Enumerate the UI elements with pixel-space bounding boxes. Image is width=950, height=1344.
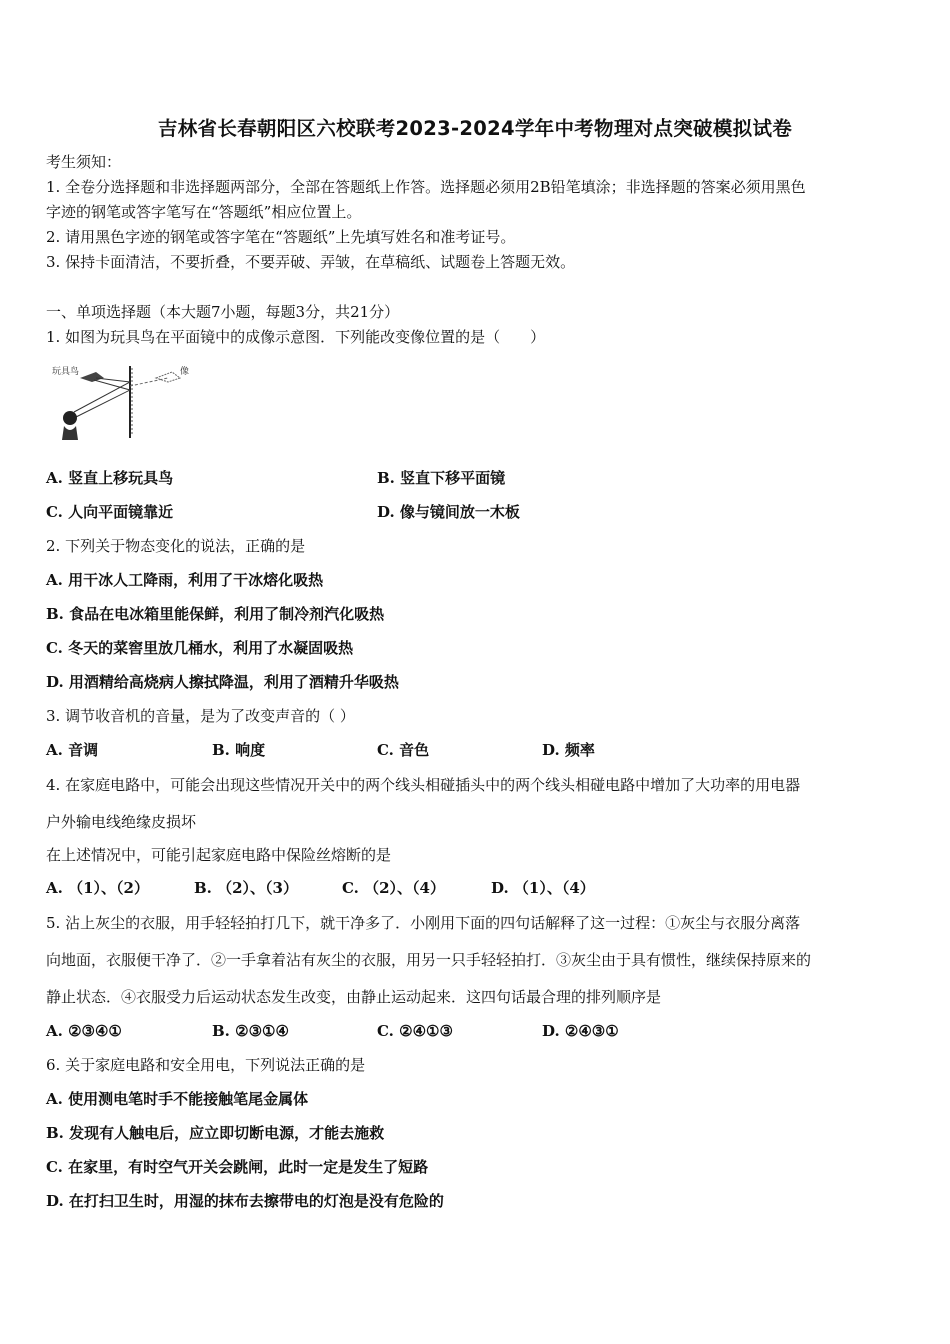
question-6-option-d: D. 在打扫卫生时，用湿的抹布去擦带电的灯泡是没有危险的: [46, 1192, 444, 1210]
question-1-option-b: B. 竖直下移平面镜: [377, 469, 506, 487]
light-ray-2: [74, 390, 130, 418]
question-5-option-c: C. ②④①③: [377, 1022, 453, 1040]
virtual-ray: [130, 378, 168, 386]
question-1-stem: 1. 如图为玩具鸟在平面镜中的成像示意图．下列能改变像位置的是（ ）: [46, 328, 546, 346]
question-1-option-c: C. 人向平面镜靠近: [46, 503, 174, 521]
exam-title: 吉林省长春朝阳区六校联考2023-2024学年中考物理对点突破模拟试卷: [157, 117, 793, 140]
light-ray-3: [96, 378, 130, 382]
question-3-option-d: D. 频率: [542, 741, 595, 759]
mirror-image-figure: [44, 360, 194, 444]
question-1-option-a: A. 竖直上移玩具鸟: [46, 469, 174, 487]
question-3-stem: 3. 调节收音机的音量，是为了改变声音的（ ）: [46, 707, 355, 725]
question-5-option-a: A. ②③④①: [46, 1022, 122, 1040]
question-3-option-a: A. 音调: [46, 741, 99, 759]
question-6-option-b: B. 发现有人触电后，应立即切断电源，才能去施救: [46, 1124, 385, 1142]
observer-body-icon: [62, 426, 78, 440]
question-4-option-d: D. （1）、（4）: [491, 879, 595, 897]
question-4-option-c: C. （2）、（4）: [342, 879, 445, 897]
notice-item-2: 2. 请用黑色字迹的钢笔或答字笔在“答题纸”上先填写姓名和准考证号。: [46, 228, 516, 246]
question-1-option-d: D. 像与镜间放一木板: [377, 503, 520, 521]
question-6-option-c: C. 在家里，有时空气开关会跳闸，此时一定是发生了短路: [46, 1158, 429, 1176]
question-4-stem-line-2: 户外输电线绝缘皮损坏: [46, 813, 197, 831]
bird-image-icon: [156, 372, 180, 382]
toy-bird-icon: [80, 372, 104, 382]
question-5-option-b: B. ②③①④: [212, 1022, 289, 1040]
question-3-option-b: B. 响度: [212, 741, 266, 759]
question-6-stem: 6. 关于家庭电路和安全用电，下列说法正确的是: [46, 1056, 366, 1074]
notice-heading: 考生须知：: [46, 153, 122, 171]
question-2-option-a: A. 用干冰人工降雨，利用了干冰熔化吸热: [46, 571, 324, 589]
question-5-stem-line-2: 向地面，衣服便干净了．②一手拿着沾有灰尘的衣服，用另一只手轻轻拍打．③灰尘由于具有惯性，继续保持原来的: [46, 951, 812, 969]
question-4-option-a: A. （1）、（2）: [46, 879, 149, 897]
question-4-option-b: B. （2）、（3）: [194, 879, 298, 897]
question-5-option-d: D. ②④③①: [542, 1022, 619, 1040]
question-6-option-a: A. 使用测电笔时手不能接触笔尾金属体: [46, 1090, 309, 1108]
question-5-stem-line-1: 5. 沾上灰尘的衣服，用手轻轻拍打几下，就干净多了．小刚用下面的四句话解释了这一过程：①灰尘与衣服分离落: [46, 914, 801, 932]
question-5-stem-line-3: 静止状态．④衣服受力后运动状态发生改变，由静止运动起来．这四句话最合理的排列顺序是: [46, 988, 662, 1006]
question-4-stem-line-1: 4. 在家庭电路中，可能会出现这些情况开关中的两个线头相碰插头中的两个线头相碰电路中增加了大功率的用电器: [46, 776, 801, 794]
question-2-option-d: D. 用酒精给高烧病人擦拭降温，利用了酒精升华吸热: [46, 673, 399, 691]
question-3-option-c: C. 音色: [377, 741, 430, 759]
question-2-stem: 2. 下列关于物态变化的说法，正确的是: [46, 537, 306, 555]
figure-label-bird: 玩具鸟: [52, 367, 80, 377]
light-ray-4: [74, 382, 130, 412]
observer-head-icon: [63, 411, 77, 425]
question-2-option-b: B. 食品在电冰箱里能保鲜，利用了制冷剂汽化吸热: [46, 605, 385, 623]
notice-item-3: 3. 保持卡面清洁，不要折叠，不要弄破、弄皱，在草稿纸、试题卷上答题无效。: [46, 253, 576, 271]
question-2-option-c: C. 冬天的菜窖里放几桶水，利用了水凝固吸热: [46, 639, 354, 657]
notice-item-1-line-2: 字迹的钢笔或答字笔写在“答题纸”相应位置上。: [46, 203, 362, 221]
figure-label-image: 像: [180, 367, 190, 377]
section-heading: 一、单项选择题（本大题7小题，每题3分，共21分）: [46, 303, 400, 321]
notice-item-1-line-1: 1. 全卷分选择题和非选择题两部分，全部在答题纸上作答。选择题必须用2B铅笔填涂；非选择题的答案必须用黑色: [46, 178, 806, 196]
question-4-stem-line-3: 在上述情况中，可能引起家庭电路中保险丝熔断的是: [46, 846, 392, 864]
